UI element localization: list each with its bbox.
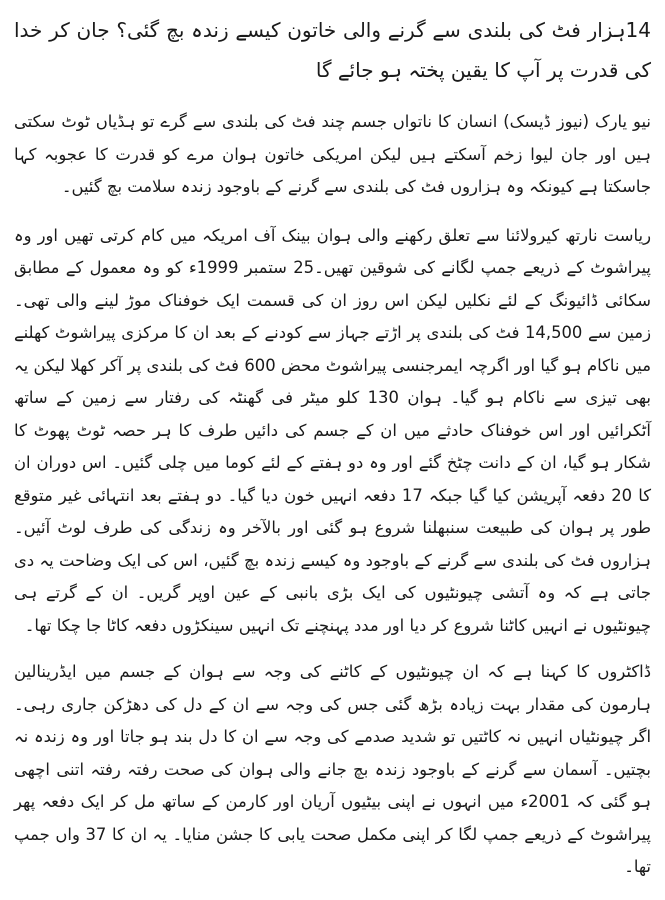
news-article <box>14 10 651 900</box>
article-paragraph-intro: نیو یارک (نیوز ڈیسک) انسان کا ناتواں جسم چند فٹ کی بلندی سے گرے تو ہڈیاں ٹوٹ سکتی ہیں اور جان لیوا زخم آسکتے ہیں لیکن امریکی خاتون ہوان مرے کو قدرت کا عجوبہ کہا جاسکتا ہے کیونکہ وہ ہزاروں فٹ کی بلندی سے گرنے کے باوجود زندہ سلامت بچ گئیں۔ <box>14 112 651 196</box>
article-paragraph-incident: ریاست نارتھ کیرولائنا سے تعلق رکھنے والی ہوان بینک آف امریکہ میں کام کرتی تھیں اور وہ پیراشوٹ کے ذریعے جمپ لگانے کی شوقین تھیں۔25 ستمبر 1999ء کو وہ معمول کے مطابق سکائی ڈائیونگ کے لئے نکلیں لیکن اس روز ان کی قسمت ایک خوفناک موڑ لینے والی تھی۔ زمین سے 14,500 فٹ کی بلندی پر اڑتے جہاز سے کودنے کے بعد ان کا مرکزی پیراشوٹ کھلنے میں ناکام ہو گیا اور اگرچہ ایمرجنسی پیراشوٹ محض 600 فٹ کی بلندی پر آکر کھلا لیکن یہ بھی تیزی سے ناکام ہو گیا۔ ہوان 130 کلو میٹر فی گھنٹہ کی رفتار سے زمین کے ساتھ آٹکرائیں اور اس خوفناک حادثے میں ان کے جسم کی دائیں طرف کا ہر حصہ ٹوٹ پھوٹ کا شکار ہو گیا، ان کے دانت چٹخ گئے اور وہ دو ہفتے کے لئے کوما میں چلی گئیں۔ اس دوران ان کا 20 دفعہ آپریشن کیا گیا جبکہ 17 دفعہ انہیں خون دیا گیا۔ دو ہفتے بعد انتہائی غیر متوقع طور پر ہوان کی طبیعت سنبھلنا شروع ہو گئی اور بالآخر وہ زندگی کی طرف لوٹ آئیں۔ ہزاروں فٹ کی بلندی سے گرنے کے باوجود وہ کیسے زندہ بچ گئیں، اس کی ایک وضاحت یہ دی جاتی ہے کہ وہ آتشی چیونٹیوں کی ایک بڑی بانبی کے عین اوپر گریں۔ ان کے گرتے ہی چیونٹیوں نے انہیں کاٹنا شروع کر دیا اور مدد پہنچنے تک انہیں سینکڑوں دفعہ کاٹا جا چکا تھا۔ <box>14 225 651 635</box>
article-headline: 14ہزار فٹ کی بلندی سے گرنے والی خاتون کیسے زندہ بچ گئی؟ جان کر خدا کی قدرت پر آپ کا یقین پختہ ہو جائے گا <box>14 18 651 82</box>
article-paragraph-recovery: ڈاکٹروں کا کہنا ہے کہ ان چیونٹیوں کے کاٹنے کی وجہ سے ہوان کے جسم میں ایڈرینالین ہارمون کی مقدار بہت زیادہ بڑھ گئی جس کی وجہ سے ان کے دل کی دھڑکن جاری رہی۔ اگر چیونٹیاں انہیں نہ کاٹتیں تو شدید صدمے کی وجہ سے ان کا دل بند ہو جاتا اور وہ زندہ نہ بچتیں۔ آسمان سے گرنے کے باوجود زندہ بچ جانے والی ہوان کی صحت رفتہ رفتہ اتنی اچھی ہو گئی کہ 2001ء میں انہوں نے اپنی بیٹیوں آریان اور کارمن کے ساتھ مل کر ایک دفعہ پھر پیراشوٹ کے ذریعے جمپ لگا کر اپنی مکمل صحت یابی کا جشن منایا۔ یہ ان کا 37 واں جمپ تھا۔ <box>14 662 651 876</box>
